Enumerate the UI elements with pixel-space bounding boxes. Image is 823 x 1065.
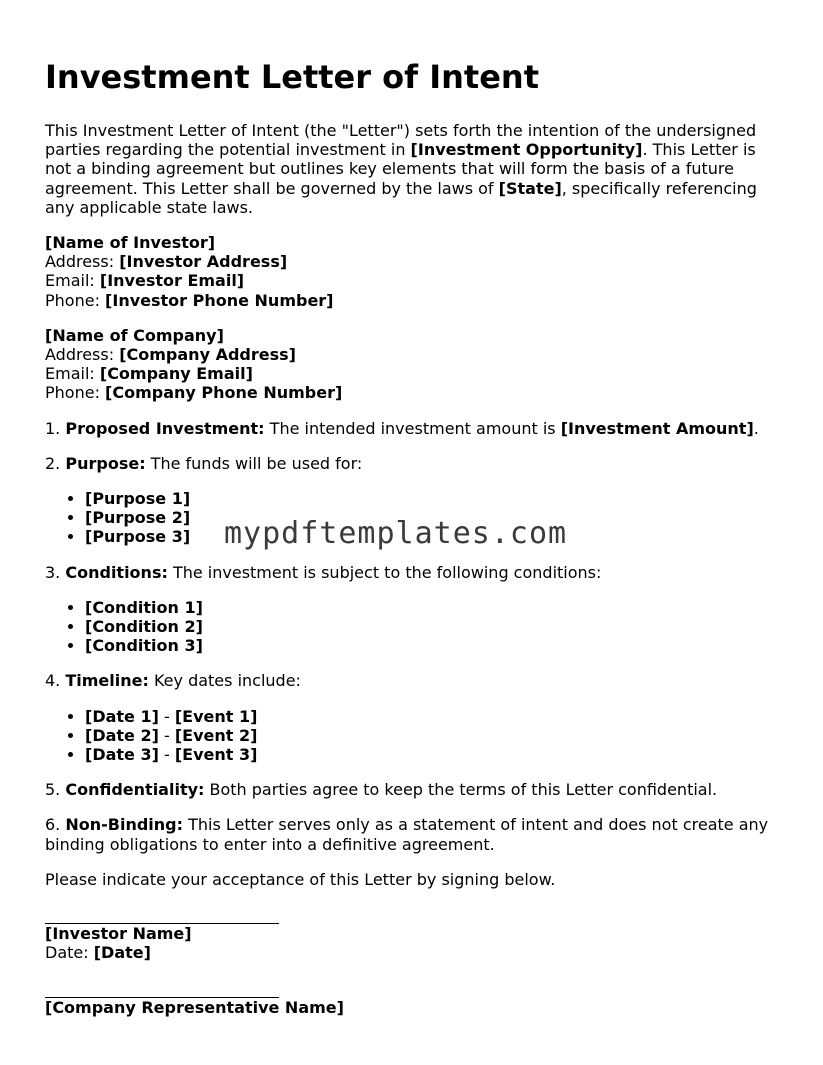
investor-signature-block: [Investor Name] Date: [Date]	[45, 923, 780, 962]
timeline-list	[45, 707, 780, 765]
section-conditions: 3. Conditions: The investment is subject to the following conditions:	[45, 562, 602, 582]
list-item: • [Purpose 1]	[85, 489, 780, 508]
list-item: • [Condition 3]	[85, 636, 780, 655]
investor-phone: [Investor Phone Number]	[105, 290, 334, 310]
company-representative-name: [Company Representative Name]	[45, 997, 344, 1017]
company-name: [Name of Company]	[45, 325, 224, 345]
section-confidentiality: 5. Confidentiality: Both parties agree to keep the terms of this Letter confidential.	[45, 780, 718, 800]
company-contact-block: [Name of Company] Address: [Company Address] Email: [Company Email] Phone: [Company Phone Number]	[45, 325, 343, 403]
list-item: • [Purpose 2]	[85, 508, 780, 527]
company-signature-block	[45, 997, 780, 1017]
investor-signature-name: [Investor Name]	[45, 924, 192, 944]
investor-name: [Name of Investor]	[45, 233, 216, 253]
company-email: [Company Email]	[99, 364, 253, 384]
investor-address: [Investor Address]	[119, 252, 288, 272]
conditions-list	[45, 598, 780, 656]
section-non-binding: 6. Non-Binding: This Letter serves only as a statement of intent and does not create any binding obligations to enter into a definitive agreement.	[45, 815, 769, 854]
acceptance-text: Please indicate your acceptance of this Letter by signing below.	[45, 869, 556, 889]
page-title: Investment Letter of Intent	[45, 58, 539, 96]
investor-contact-block: [Name of Investor] Address: [Investor Address] Email: [Investor Email] Phone: [Investor Phone Number]	[45, 233, 334, 310]
list-item: • [Condition 1]	[85, 598, 780, 617]
section-purpose: 2. Purpose: The funds will be used for:	[45, 453, 363, 473]
list-item: • [Condition 2]	[85, 617, 780, 636]
list-item: • [Date 3] - [Event 3]	[85, 745, 780, 764]
list-item: • [Date 1] - [Event 1]	[85, 707, 780, 726]
section-proposed-investment: 1. Proposed Investment: The intended investment amount is [Investment Amount].	[45, 418, 759, 438]
investor-email: [Investor Email]	[99, 271, 245, 291]
signature-date: [Date]	[93, 943, 151, 963]
intro-paragraph: This Investment Letter of Intent (the "Letter") sets forth the intention of the undersigned parties regarding the potential investment in [Investment Opportunity]. This Letter is not a binding agreement but outlines key elements that will form the basis of a future agreement. This Letter shall be governed by the laws of [State], specifically referencing any applicable state laws.	[45, 121, 757, 217]
list-item: • [Date 2] - [Event 2]	[85, 726, 780, 745]
company-phone: [Company Phone Number]	[105, 383, 343, 403]
company-address: [Company Address]	[119, 345, 296, 365]
watermark-text: mypdftemplates.com	[224, 516, 568, 551]
section-timeline: 4. Timeline: Key dates include:	[45, 671, 301, 691]
list-item: • [Purpose 3]	[85, 527, 780, 546]
